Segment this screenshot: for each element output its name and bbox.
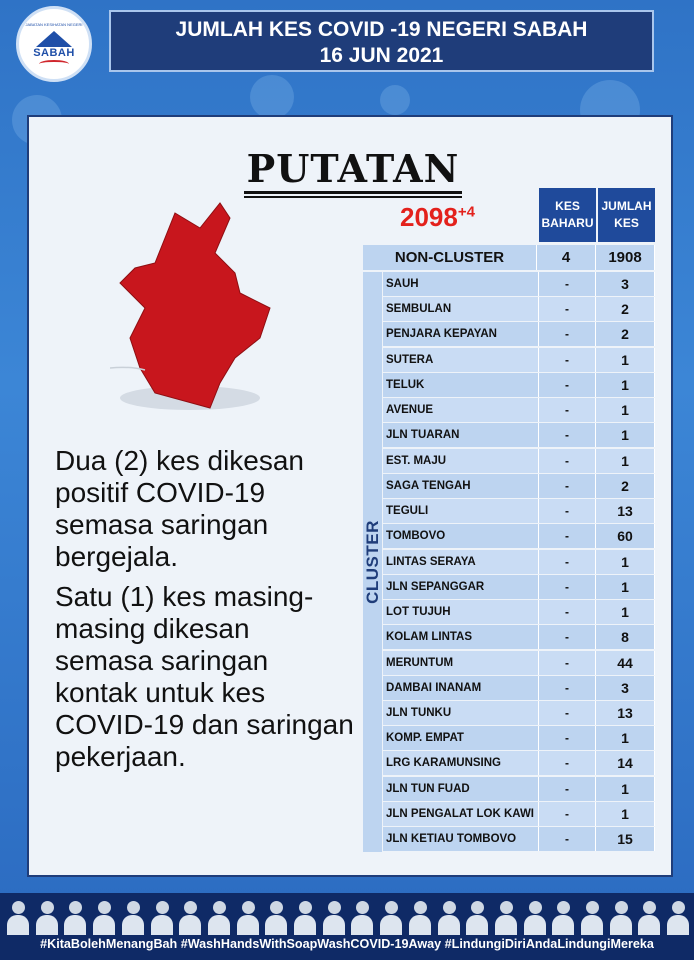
frontliner-icon bbox=[293, 901, 315, 935]
cluster-side-label bbox=[363, 272, 382, 852]
cluster-table bbox=[383, 272, 655, 852]
cluster-name: LRG KARAMUNSING bbox=[383, 751, 539, 775]
cluster-new-cases: - bbox=[539, 348, 596, 372]
logo-text: SABAH bbox=[33, 47, 75, 59]
table-row bbox=[383, 449, 655, 473]
case-description bbox=[55, 445, 355, 781]
frontliner-illustrations bbox=[6, 895, 688, 935]
district-total bbox=[400, 202, 475, 233]
cluster-total-cases: 3 bbox=[596, 272, 655, 296]
cluster-label-text: CLUSTER bbox=[362, 520, 382, 604]
table-row bbox=[383, 827, 655, 851]
frontliner-icon bbox=[236, 901, 258, 935]
district-title: PUTATAN bbox=[244, 146, 462, 194]
cluster-new-cases: - bbox=[539, 322, 596, 346]
table-row bbox=[383, 272, 655, 296]
cluster-total-cases: 3 bbox=[596, 676, 655, 700]
frontliner-icon bbox=[150, 901, 172, 935]
cluster-name: MERUNTUM bbox=[383, 651, 539, 675]
table-row bbox=[383, 802, 655, 826]
cluster-name: PENJARA KEPAYAN bbox=[383, 322, 539, 346]
frontliner-icon bbox=[666, 901, 688, 935]
cluster-name: SAUH bbox=[383, 272, 539, 296]
header-date: 16 JUN 2021 bbox=[319, 44, 444, 67]
cluster-total-cases: 1 bbox=[596, 600, 655, 624]
cluster-name: SUTERA bbox=[383, 348, 539, 372]
cluster-total-cases: 1 bbox=[596, 802, 655, 826]
cluster-new-cases: - bbox=[539, 423, 596, 447]
frontliner-icon bbox=[178, 901, 200, 935]
virus-decoration bbox=[250, 75, 294, 119]
cluster-total-cases: 44 bbox=[596, 651, 655, 675]
table-row bbox=[383, 777, 655, 801]
cluster-name: LOT TUJUH bbox=[383, 600, 539, 624]
cluster-total-cases: 1 bbox=[596, 423, 655, 447]
frontliner-icon bbox=[465, 901, 487, 935]
cluster-total-cases: 1 bbox=[596, 398, 655, 422]
cluster-new-cases: - bbox=[539, 701, 596, 725]
cluster-new-cases: - bbox=[539, 575, 596, 599]
cluster-name: TELUK bbox=[383, 373, 539, 397]
cluster-name: TOMBOVO bbox=[383, 524, 539, 548]
frontliner-icon bbox=[494, 901, 516, 935]
cluster-name: DAMBAI INANAM bbox=[383, 676, 539, 700]
cluster-new-cases: - bbox=[539, 625, 596, 649]
cluster-total-cases: 15 bbox=[596, 827, 655, 851]
header-new-cases: KES BAHARU bbox=[539, 188, 596, 242]
cluster-new-cases: - bbox=[539, 550, 596, 574]
logo-small-text: JABATAN KESIHATAN NEGERI bbox=[25, 22, 83, 27]
table-row bbox=[383, 651, 655, 675]
cluster-name: LINTAS SERAYA bbox=[383, 550, 539, 574]
cluster-total-cases: 2 bbox=[596, 322, 655, 346]
cluster-new-cases: - bbox=[539, 802, 596, 826]
cluster-total-cases: 60 bbox=[596, 524, 655, 548]
cluster-total-cases: 1 bbox=[596, 550, 655, 574]
cluster-total-cases: 13 bbox=[596, 701, 655, 725]
cluster-new-cases: - bbox=[539, 676, 596, 700]
cluster-name: SAGA TENGAH bbox=[383, 474, 539, 498]
table-row bbox=[383, 474, 655, 498]
frontliner-icon bbox=[437, 901, 459, 935]
frontliner-icon bbox=[551, 901, 573, 935]
cluster-total-cases: 1 bbox=[596, 348, 655, 372]
noncluster-total: 1908 bbox=[596, 245, 655, 270]
cluster-name: JLN TUN FUAD bbox=[383, 777, 539, 801]
cluster-name: TEGULI bbox=[383, 499, 539, 523]
table-row bbox=[383, 398, 655, 422]
table-row bbox=[383, 550, 655, 574]
table-row bbox=[383, 751, 655, 775]
cluster-new-cases: - bbox=[539, 449, 596, 473]
cluster-name: KOMP. EMPAT bbox=[383, 726, 539, 750]
cluster-total-cases: 13 bbox=[596, 499, 655, 523]
footer-banner bbox=[0, 893, 694, 960]
swoosh-icon bbox=[39, 60, 69, 68]
cluster-name: KOLAM LINTAS bbox=[383, 625, 539, 649]
mountain-icon bbox=[36, 31, 72, 47]
frontliner-icon bbox=[207, 901, 229, 935]
cluster-total-cases: 2 bbox=[596, 297, 655, 321]
cluster-new-cases: - bbox=[539, 651, 596, 675]
frontliner-icon bbox=[350, 901, 372, 935]
noncluster-new: 4 bbox=[537, 245, 596, 270]
footer-hashtags: #KitaBolehMenangBah #WashHandsWithSoapWashCOVID-19Away #LindungiDiriAndaLindungiMereka bbox=[40, 937, 654, 951]
frontliner-icon bbox=[264, 901, 286, 935]
table-row bbox=[383, 348, 655, 372]
cluster-total-cases: 1 bbox=[596, 449, 655, 473]
frontliner-icon bbox=[121, 901, 143, 935]
frontliner-icon bbox=[609, 901, 631, 935]
cluster-new-cases: - bbox=[539, 272, 596, 296]
page-header bbox=[109, 10, 654, 72]
total-cases: 2098 bbox=[400, 202, 458, 232]
cluster-name: JLN SEPANGGAR bbox=[383, 575, 539, 599]
frontliner-icon bbox=[379, 901, 401, 935]
cluster-new-cases: - bbox=[539, 524, 596, 548]
cluster-total-cases: 1 bbox=[596, 777, 655, 801]
cluster-total-cases: 1 bbox=[596, 726, 655, 750]
noncluster-row bbox=[363, 245, 655, 270]
cluster-name: JLN TUARAN bbox=[383, 423, 539, 447]
frontliner-icon bbox=[6, 901, 28, 935]
frontliner-icon bbox=[92, 901, 114, 935]
cluster-new-cases: - bbox=[539, 499, 596, 523]
cluster-new-cases: - bbox=[539, 600, 596, 624]
description-paragraph-1: Dua (2) kes dikesan positif COVID-19 semasa saringan bergejala. bbox=[55, 445, 305, 572]
frontliner-icon bbox=[580, 901, 602, 935]
frontliner-icon bbox=[637, 901, 659, 935]
frontliner-icon bbox=[523, 901, 545, 935]
cluster-name: JLN PENGALAT LOK KAWI bbox=[383, 802, 539, 826]
cluster-new-cases: - bbox=[539, 373, 596, 397]
frontliner-icon bbox=[35, 901, 57, 935]
cluster-name: JLN KETIAU TOMBOVO bbox=[383, 827, 539, 851]
table-row bbox=[383, 423, 655, 447]
cluster-total-cases: 1 bbox=[596, 373, 655, 397]
cluster-new-cases: - bbox=[539, 398, 596, 422]
cluster-new-cases: - bbox=[539, 297, 596, 321]
frontliner-icon bbox=[322, 901, 344, 935]
cluster-total-cases: 8 bbox=[596, 625, 655, 649]
cluster-new-cases: - bbox=[539, 726, 596, 750]
header-title: JUMLAH KES COVID -19 NEGERI SABAH bbox=[175, 18, 588, 41]
table-row bbox=[383, 373, 655, 397]
cluster-new-cases: - bbox=[539, 474, 596, 498]
new-cases: +4 bbox=[457, 203, 475, 221]
frontliner-icon bbox=[408, 901, 430, 935]
description-paragraph-2: Satu (1) kes masing-masing dikesan semasa saringan kontak untuk kes COVID-19 dan saringan pekerjaan. bbox=[55, 581, 354, 772]
cluster-new-cases: - bbox=[539, 751, 596, 775]
table-row bbox=[383, 524, 655, 548]
sabah-health-logo bbox=[16, 6, 92, 82]
cluster-name: EST. MAJU bbox=[383, 449, 539, 473]
cluster-total-cases: 14 bbox=[596, 751, 655, 775]
cluster-name: AVENUE bbox=[383, 398, 539, 422]
table-row bbox=[383, 726, 655, 750]
cluster-total-cases: 2 bbox=[596, 474, 655, 498]
cluster-new-cases: - bbox=[539, 777, 596, 801]
table-row bbox=[383, 676, 655, 700]
frontliner-icon bbox=[63, 901, 85, 935]
cluster-total-cases: 1 bbox=[596, 575, 655, 599]
table-row bbox=[383, 701, 655, 725]
noncluster-label: NON-CLUSTER bbox=[363, 245, 537, 270]
district-map bbox=[110, 198, 280, 413]
putatan-map-shape bbox=[120, 203, 270, 408]
table-row bbox=[383, 625, 655, 649]
table-row bbox=[383, 297, 655, 321]
virus-decoration bbox=[380, 85, 410, 115]
table-row bbox=[383, 600, 655, 624]
table-row bbox=[383, 575, 655, 599]
cluster-name: JLN TUNKU bbox=[383, 701, 539, 725]
header-total-cases: JUMLAH KES bbox=[598, 188, 655, 242]
table-row bbox=[383, 322, 655, 346]
table-row bbox=[383, 499, 655, 523]
cluster-new-cases: - bbox=[539, 827, 596, 851]
cluster-name: SEMBULAN bbox=[383, 297, 539, 321]
